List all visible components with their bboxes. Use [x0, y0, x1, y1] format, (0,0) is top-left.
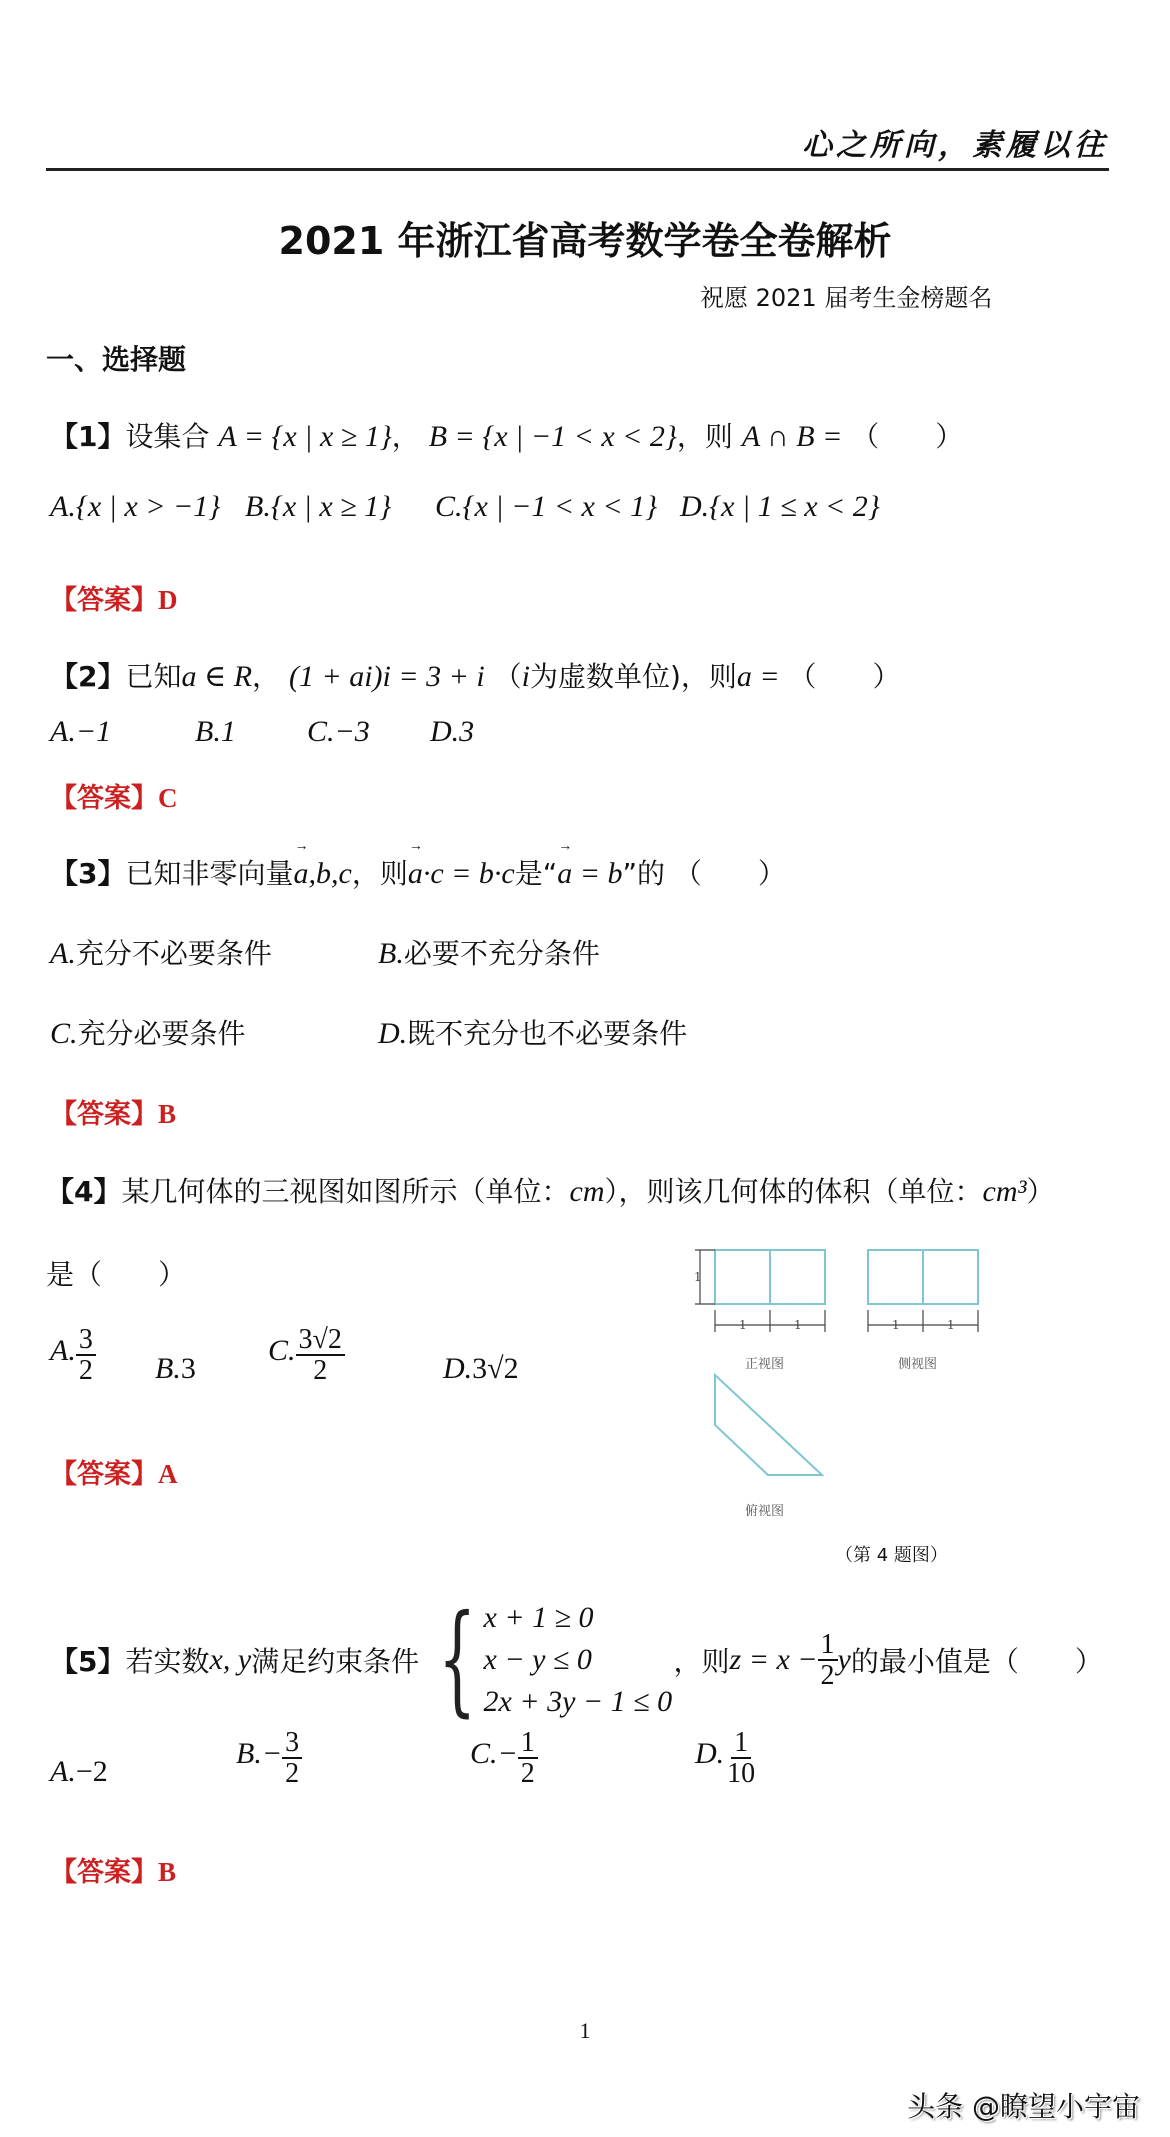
- denominator: 2: [313, 1355, 328, 1387]
- option-letter: B.−: [236, 1736, 283, 1770]
- answer-value: C: [158, 783, 178, 813]
- option-text: 必要不充分条件: [403, 937, 600, 970]
- answer-blank: （ ）: [673, 857, 786, 890]
- option-c: [268, 1325, 345, 1386]
- option-text: 既不充分也不必要条件: [407, 1017, 688, 1050]
- question-3: [50, 852, 786, 892]
- option-letter: C.: [50, 1017, 78, 1050]
- question-text: ”的: [622, 857, 665, 890]
- math-expression: z = x −: [729, 1643, 818, 1676]
- option-b: B.{x | x ≥ 1}: [245, 490, 392, 523]
- question-text: 已知: [125, 660, 182, 693]
- fraction: [296, 1325, 345, 1386]
- constraint: x − y ≤ 0: [483, 1643, 592, 1676]
- page-subtitle: 祝愿 2021 届考生金榜题名: [700, 284, 993, 312]
- question-text: 某几何体的三视图如图所示（单位：: [121, 1175, 570, 1208]
- option-c: C.{x | −1 < x < 1}: [435, 490, 658, 523]
- answer-value: D: [158, 585, 178, 615]
- math-expression: (1 + ai)i = 3 + i: [288, 660, 485, 693]
- numerator: 3: [282, 1728, 302, 1759]
- dim-height: 1: [694, 1270, 702, 1284]
- answer-blank: （ ）: [788, 660, 901, 693]
- constraint: 2x + 3y − 1 ≤ 0: [483, 1685, 673, 1718]
- side-view-label: 侧视图: [898, 1357, 938, 1372]
- denominator: 2: [520, 1758, 535, 1790]
- numerator: 1: [518, 1728, 538, 1759]
- question-text: ，则: [351, 857, 408, 890]
- math-expression: a ∈ R: [181, 660, 253, 693]
- option-letter: B.: [378, 937, 404, 970]
- punctuation: ，: [391, 420, 420, 453]
- unit: cm³: [982, 1175, 1027, 1208]
- unit: cm: [569, 1175, 605, 1208]
- question-5: [50, 1590, 1103, 1729]
- answer-2: [50, 776, 178, 815]
- question-2: [50, 655, 901, 695]
- math-expression: B = {x | −1 < x < 2}: [428, 420, 677, 453]
- fraction: [724, 1728, 758, 1789]
- constraint: x + 1 ≥ 0: [483, 1601, 594, 1634]
- option-letter: A.: [50, 937, 76, 970]
- punctuation: （: [493, 660, 522, 693]
- option-value: 3√2: [472, 1352, 519, 1385]
- option-letter: D.: [695, 1736, 725, 1770]
- top-view-label: 俯视图: [745, 1504, 785, 1519]
- question-text: 为虚数单位)，则: [529, 660, 737, 693]
- question-number: 【2】: [50, 660, 126, 693]
- dim-width: 1: [794, 1318, 802, 1332]
- left-brace-icon: {: [438, 1590, 477, 1729]
- option-value: −2: [75, 1755, 108, 1788]
- question-text: 是“: [514, 857, 558, 890]
- answer-label: 【答案】: [50, 1857, 158, 1888]
- answer-blank: （ ）: [851, 420, 964, 453]
- answer-value: A: [158, 1459, 178, 1489]
- fraction: [518, 1728, 538, 1789]
- math-expression: A = {x | x ≥ 1}: [218, 420, 392, 453]
- section-heading: 一、选择题: [46, 343, 187, 376]
- option-text: 充分必要条件: [77, 1017, 246, 1050]
- three-view-figure: [685, 1235, 1005, 1575]
- math-expression: y: [837, 1643, 851, 1676]
- answer-value: B: [158, 1857, 177, 1887]
- option-d: [695, 1728, 758, 1789]
- fraction: [818, 1630, 838, 1691]
- option-b: [155, 1352, 196, 1386]
- header-motto: 心之所向，素履以往: [802, 128, 1108, 163]
- fraction: [76, 1325, 96, 1386]
- denominator: 10: [727, 1758, 756, 1790]
- math-expression: x, y: [209, 1643, 252, 1676]
- numerator: 1: [731, 1728, 751, 1759]
- option-b: B.1: [195, 715, 236, 748]
- question-text: ，则: [673, 1645, 730, 1678]
- question-text: 的最小值是（ ）: [850, 1645, 1103, 1678]
- question-1: [50, 415, 963, 455]
- denominator: 2: [285, 1758, 300, 1790]
- option-c: [50, 1012, 246, 1052]
- option-b: [236, 1728, 302, 1789]
- page-number: 1: [579, 2018, 591, 2043]
- question-number: 【4】: [46, 1175, 122, 1208]
- constraint-system: [419, 1590, 673, 1729]
- answer-1: [50, 578, 178, 617]
- answer-value: B: [158, 1099, 177, 1129]
- dim-width: 1: [739, 1318, 747, 1332]
- option-letter: A.: [50, 1755, 76, 1788]
- header-divider: [46, 168, 1109, 171]
- option-letter: C.: [268, 1333, 296, 1367]
- numerator: 3√2: [296, 1325, 345, 1356]
- math-expression: i: [521, 660, 530, 693]
- fraction: [282, 1728, 302, 1789]
- question-text: ，则: [676, 420, 733, 453]
- option-value: 3: [180, 1352, 196, 1385]
- three-view-drawing: [685, 1235, 1005, 1575]
- answer-3: [50, 1092, 176, 1131]
- punctuation: ，: [252, 660, 281, 693]
- math-expression: → a,b,c: [294, 857, 352, 891]
- question-4: [46, 1170, 1055, 1210]
- question-4-continued: 是（ ）: [46, 1258, 187, 1291]
- option-letter: C.−: [470, 1736, 518, 1770]
- page-title: 2021 年浙江省高考数学卷全卷解析: [278, 219, 892, 263]
- dim-width: 1: [892, 1318, 900, 1332]
- option-letter: A.: [50, 1333, 76, 1367]
- answer-label: 【答案】: [50, 783, 158, 814]
- option-a: [50, 1755, 108, 1789]
- math-expression: a =: [736, 660, 780, 693]
- math-expression: → a = b: [557, 857, 622, 891]
- answer-label: 【答案】: [50, 1459, 158, 1490]
- watermark: 头条 @瞭望小宇宙: [907, 2090, 1140, 2123]
- figure-caption: （第 4 题图）: [835, 1545, 948, 1566]
- question-text: 满足约束条件: [251, 1645, 420, 1678]
- dim-width: 1: [947, 1318, 955, 1332]
- question-text: 已知非零向量: [125, 857, 294, 890]
- option-text: 充分不必要条件: [75, 937, 272, 970]
- numerator: 1: [818, 1630, 838, 1661]
- answer-4: [50, 1452, 178, 1491]
- option-a: [50, 1325, 96, 1386]
- numerator: 3: [76, 1325, 96, 1356]
- denominator: 2: [78, 1355, 93, 1387]
- option-c: [470, 1728, 538, 1789]
- question-number: 【3】: [50, 857, 126, 890]
- answer-label: 【答案】: [50, 1099, 158, 1130]
- option-d: [378, 1012, 687, 1052]
- denominator: 2: [820, 1660, 835, 1691]
- option-letter: B.: [155, 1352, 181, 1385]
- math-expression: → a·c = b·c: [408, 857, 515, 891]
- question-text: ），则该几何体的体积（单位：: [604, 1175, 983, 1208]
- math-expression: A ∩ B =: [741, 420, 843, 453]
- front-view-label: 正视图: [745, 1357, 785, 1372]
- option-d: D.{x | 1 ≤ x < 2}: [680, 490, 880, 523]
- answer-5: [50, 1850, 176, 1889]
- option-d: D.3: [430, 715, 475, 748]
- punctuation: ）: [1026, 1175, 1055, 1208]
- option-d: [443, 1352, 519, 1386]
- option-a: [50, 932, 272, 972]
- option-letter: D.: [378, 1017, 408, 1050]
- option-c: C.−3: [307, 715, 370, 748]
- question-number: 【1】: [50, 420, 126, 453]
- question-text: 设集合: [125, 420, 210, 453]
- option-b: [378, 932, 600, 972]
- answer-label: 【答案】: [50, 585, 158, 616]
- question-text: 若实数: [125, 1645, 210, 1678]
- question-number: 【5】: [50, 1645, 126, 1678]
- option-a: A.{x | x > −1}: [50, 490, 221, 523]
- option-letter: D.: [443, 1352, 473, 1385]
- option-a: A.−1: [50, 715, 112, 748]
